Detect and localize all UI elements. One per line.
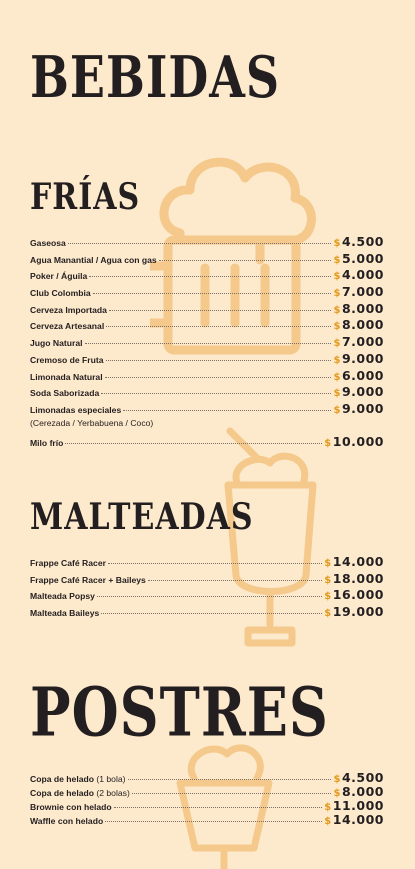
dot-leader bbox=[159, 260, 332, 261]
menu-item-price bbox=[324, 571, 384, 586]
currency-symbol: $ bbox=[333, 304, 341, 316]
currency-symbol: $ bbox=[333, 404, 341, 416]
section-title-malteadas: MALTEADAS bbox=[30, 496, 254, 539]
currency-symbol: $ bbox=[333, 774, 341, 785]
dot-leader bbox=[68, 243, 332, 244]
menu-item-price bbox=[333, 267, 384, 282]
currency-symbol: $ bbox=[324, 558, 332, 569]
menu-item-price bbox=[333, 284, 384, 299]
menu-item-name-text: Waffle con helado bbox=[30, 816, 104, 826]
menu-item-name-text: Club Colombia bbox=[30, 288, 91, 299]
menu-item bbox=[30, 351, 384, 368]
menu-item-name bbox=[30, 438, 63, 448]
menu-item bbox=[30, 434, 384, 451]
currency-symbol: $ bbox=[324, 608, 332, 620]
menu-item-price-value: 4.500 bbox=[341, 234, 384, 249]
currency-symbol: $ bbox=[333, 388, 341, 400]
menu-item-price bbox=[324, 587, 384, 602]
menu-item-price bbox=[324, 812, 384, 827]
menu-item-note: (1 bola) bbox=[96, 774, 126, 784]
menu-item bbox=[30, 234, 384, 251]
menu-item-name bbox=[30, 355, 104, 365]
dot-leader bbox=[108, 563, 322, 564]
menu-item-price-value: 14.000 bbox=[332, 812, 384, 827]
currency-symbol: $ bbox=[324, 438, 332, 450]
currency-symbol: $ bbox=[333, 288, 341, 300]
dot-leader bbox=[123, 410, 331, 411]
menu-item-price-value: 8.000 bbox=[341, 317, 384, 333]
menu-item-name-text: Gaseosa bbox=[30, 238, 66, 248]
menu-item-price bbox=[333, 384, 384, 399]
menu-item-price-value: 9.000 bbox=[341, 350, 384, 366]
menu-item bbox=[30, 812, 384, 826]
menu-item-price-value: 5.000 bbox=[341, 250, 384, 266]
menu-item-name bbox=[30, 305, 107, 315]
menu-item-name-text: Milo frío bbox=[30, 438, 64, 449]
menu-item-price-value: 19.000 bbox=[332, 604, 384, 620]
menu-item-name bbox=[30, 372, 103, 382]
section-title-frias: FRÍAS bbox=[30, 176, 141, 219]
menu-item bbox=[30, 284, 384, 301]
menu-item-name-text: Malteada Baileys bbox=[30, 608, 100, 619]
menu-item-name-text: Limonadas especiales bbox=[30, 404, 122, 415]
menu-item-price bbox=[333, 334, 384, 349]
dot-leader bbox=[106, 326, 331, 327]
currency-symbol: $ bbox=[333, 271, 341, 283]
menu-item bbox=[30, 251, 384, 268]
menu-item-price bbox=[333, 368, 384, 383]
menu-item-name bbox=[30, 608, 99, 618]
menu-item-name-text: Brownie con helado bbox=[30, 802, 112, 812]
menu-item-name-text: Poker / Águila bbox=[30, 271, 88, 282]
menu-item-price bbox=[333, 770, 384, 785]
menu-item-price-value: 18.000 bbox=[332, 570, 384, 586]
menu-item-price bbox=[333, 351, 384, 366]
menu-item-price bbox=[324, 604, 384, 619]
dot-leader bbox=[101, 613, 322, 614]
dot-leader bbox=[105, 377, 332, 378]
menu-item-name-text: Malteada Popsy bbox=[30, 591, 95, 602]
dot-leader bbox=[89, 276, 331, 277]
menu-item-price-value: 14.000 bbox=[332, 554, 384, 569]
dot-leader bbox=[109, 310, 332, 311]
currency-symbol: $ bbox=[324, 574, 332, 586]
menu-item bbox=[30, 401, 384, 418]
dot-leader bbox=[132, 793, 332, 794]
dot-leader bbox=[114, 807, 323, 808]
menu-item-name-text: Agua Manantial / Agua con gas bbox=[30, 254, 157, 265]
menu-item-name-text: Cerveza Importada bbox=[30, 304, 107, 315]
dot-leader bbox=[85, 343, 332, 344]
menu-item-name-text: Cerveza Artesanal bbox=[30, 321, 105, 332]
dot-leader bbox=[93, 293, 332, 294]
menu-item-name bbox=[30, 558, 106, 568]
menu-item-price-value: 7.000 bbox=[341, 284, 384, 300]
menu-item-name bbox=[30, 321, 104, 331]
menu-list-postres bbox=[30, 770, 384, 826]
menu-item-name-text: Frappe Café Racer + Baileys bbox=[30, 574, 146, 585]
menu-list-frias bbox=[30, 234, 384, 451]
currency-symbol: $ bbox=[324, 591, 332, 603]
menu-item-price bbox=[333, 301, 384, 316]
menu-item bbox=[30, 770, 384, 784]
menu-item-price-value: 9.000 bbox=[341, 384, 384, 400]
dot-leader bbox=[106, 360, 332, 361]
dot-leader bbox=[65, 443, 322, 444]
menu-item-name-text: Copa de helado bbox=[30, 774, 94, 784]
menu-item-name bbox=[30, 816, 103, 826]
menu-item bbox=[30, 587, 384, 604]
menu-item-price-value: 10.000 bbox=[332, 434, 384, 450]
currency-symbol: $ bbox=[333, 254, 341, 266]
menu-item-price-value: 9.000 bbox=[341, 400, 384, 416]
dot-leader bbox=[97, 596, 322, 597]
menu-item-price bbox=[324, 798, 384, 813]
currency-symbol: $ bbox=[333, 354, 341, 366]
menu-item bbox=[30, 334, 384, 351]
menu-item-name-text: Frappe Café Racer bbox=[30, 558, 106, 568]
currency-symbol: $ bbox=[333, 338, 341, 350]
menu-item-name bbox=[30, 338, 83, 348]
menu-item-subnote: (Cerezada / Yerbabuena / Coco) bbox=[30, 417, 154, 428]
menu-item bbox=[30, 554, 384, 571]
dot-leader bbox=[148, 580, 322, 581]
menu-item-note: (2 bolas) bbox=[96, 788, 130, 798]
dot-leader bbox=[101, 393, 331, 394]
dot-leader bbox=[128, 779, 332, 780]
menu-item bbox=[30, 604, 384, 621]
menu-item-name bbox=[30, 788, 130, 798]
menu-item-price-value: 8.000 bbox=[341, 300, 384, 316]
menu-item-price-value: 4.000 bbox=[341, 267, 384, 283]
menu-item-price-value: 16.000 bbox=[332, 587, 384, 603]
menu-item bbox=[30, 784, 384, 798]
menu-item-price bbox=[324, 434, 384, 449]
menu-item-name-text: Cremoso de Fruta bbox=[30, 354, 104, 365]
currency-symbol: $ bbox=[333, 238, 341, 249]
currency-symbol: $ bbox=[333, 321, 341, 333]
menu-item bbox=[30, 317, 384, 334]
menu-item bbox=[30, 798, 384, 812]
currency-symbol: $ bbox=[333, 788, 341, 799]
menu-item-name bbox=[30, 388, 99, 398]
currency-symbol: $ bbox=[333, 371, 341, 383]
menu-item-name-text: Copa de helado bbox=[30, 788, 94, 798]
menu-item-price bbox=[333, 401, 384, 416]
menu-item-name bbox=[30, 238, 66, 248]
menu-item bbox=[30, 368, 384, 385]
menu-item-name-text: Soda Saborizada bbox=[30, 388, 100, 399]
menu-item bbox=[30, 301, 384, 318]
dot-leader bbox=[105, 821, 322, 822]
menu-item-name bbox=[30, 591, 95, 601]
section-title-postres: POSTRES bbox=[30, 671, 329, 752]
menu-item-name-text: Jugo Natural bbox=[30, 338, 83, 349]
menu-item-price bbox=[333, 784, 384, 799]
menu-item-price bbox=[333, 317, 384, 332]
page-title: BEBIDAS bbox=[30, 43, 281, 111]
menu-item-name bbox=[30, 575, 146, 585]
menu-item-price bbox=[324, 554, 384, 569]
menu-item-price-value: 8.000 bbox=[341, 784, 384, 799]
menu-item-price-value: 4.500 bbox=[341, 770, 384, 785]
menu-list-malteadas bbox=[30, 554, 384, 621]
menu-item-name bbox=[30, 288, 91, 298]
menu-item-name bbox=[30, 405, 121, 415]
menu-item-price bbox=[333, 251, 384, 266]
menu-item-name bbox=[30, 271, 87, 281]
menu-item-price-value: 7.000 bbox=[341, 334, 384, 350]
menu-item bbox=[30, 267, 384, 284]
currency-symbol: $ bbox=[324, 802, 332, 813]
menu-item-name-text: Limonada Natural bbox=[30, 371, 103, 382]
menu-item bbox=[30, 384, 384, 401]
currency-symbol: $ bbox=[324, 816, 332, 827]
menu-item-price-value: 6.000 bbox=[341, 367, 384, 383]
menu-item-name bbox=[30, 255, 157, 265]
menu-item-price bbox=[333, 234, 384, 249]
menu-item bbox=[30, 571, 384, 588]
menu-item-name bbox=[30, 802, 112, 812]
menu-item-name bbox=[30, 774, 126, 784]
menu-item-price-value: 11.000 bbox=[332, 798, 384, 813]
